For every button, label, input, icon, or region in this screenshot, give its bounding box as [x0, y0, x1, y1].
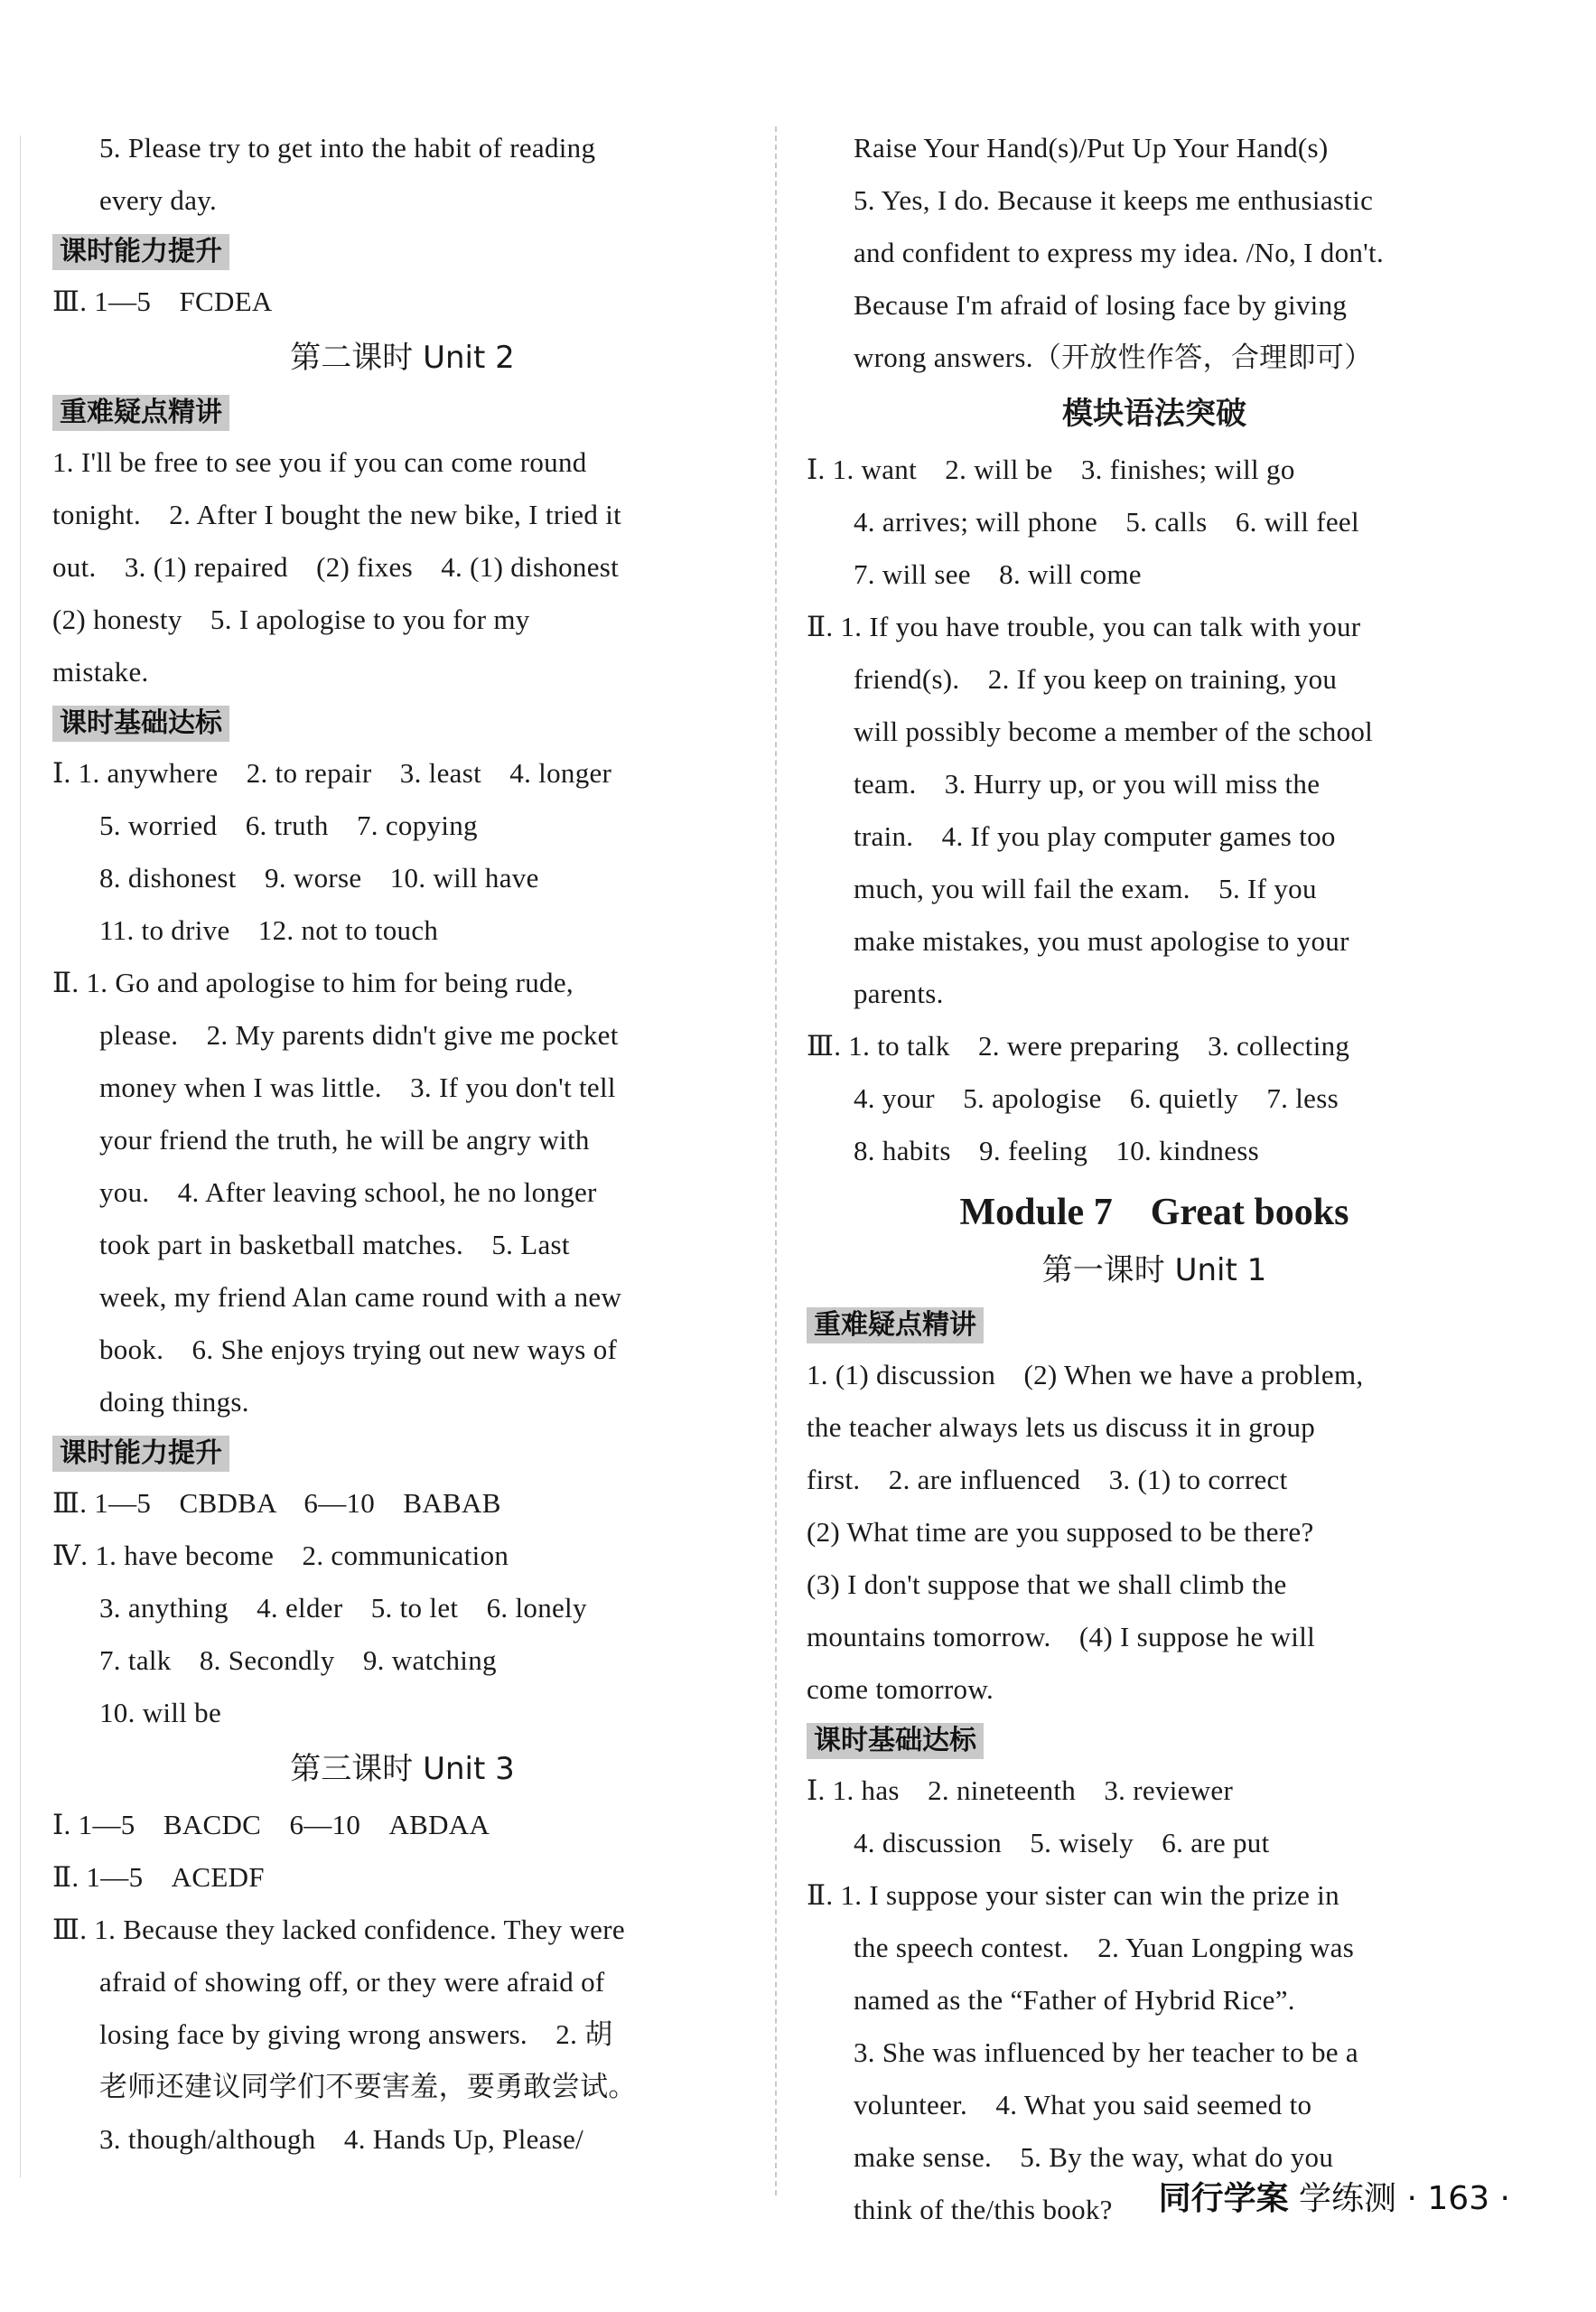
answer-line: the speech contest. 2. Yuan Longping was	[854, 1932, 1355, 1963]
section-tag: 重难疑点精讲	[52, 395, 229, 431]
page-number: · 163 ·	[1406, 2180, 1510, 2217]
answer-line: afraid of showing off, or they were afraid of	[99, 1966, 605, 1998]
footer-brand: 同行学案	[1158, 2180, 1289, 2217]
answer-line: 7. will see 8. will come	[854, 558, 1142, 590]
answer-line: Ⅲ. 1—5 FCDEA	[52, 285, 273, 317]
answer-line: and confident to express my idea. /No, I don't.	[854, 237, 1385, 268]
answer-line: every day.	[99, 184, 218, 216]
answer-line: mistake.	[52, 656, 149, 688]
lesson-heading: 第一课时 Unit 1	[1041, 1252, 1267, 1288]
answer-line: 3. She was influenced by her teacher to be a	[854, 2036, 1358, 2068]
answer-line: parents.	[854, 978, 944, 1009]
answer-line: will possibly become a member of the school	[854, 716, 1374, 747]
answer-line: first. 2. are influenced 3. (1) to correct	[807, 1464, 1288, 1495]
answer-line: Ⅱ. 1—5 ACEDF	[52, 1861, 265, 1893]
answer-line: 8. habits 9. feeling 10. kindness	[854, 1135, 1260, 1166]
lesson-heading: 第三课时 Unit 3	[290, 1751, 515, 1787]
section-tag: 重难疑点精讲	[807, 1307, 984, 1343]
answer-line: your friend the truth, he will be angry with	[99, 1124, 590, 1156]
answer-line: 4. discussion 5. wisely 6. are put	[854, 1827, 1270, 1858]
lesson-heading: 第二课时 Unit 2	[290, 340, 515, 376]
answer-line: 1. (1) discussion (2) When we have a problem,	[807, 1359, 1364, 1390]
footer-series: 学练测	[1299, 2180, 1397, 2217]
section-tag: 课时能力提升	[52, 234, 229, 270]
answer-line: 4. your 5. apologise 6. quietly 7. less	[854, 1082, 1339, 1114]
answer-line: Because I'm afraid of losing face by giving	[854, 289, 1348, 321]
answer-line: doing things.	[99, 1386, 249, 1418]
answer-line: the teacher always lets us discuss it in group	[807, 1411, 1316, 1443]
answer-line: team. 3. Hurry up, or you will miss the	[854, 768, 1321, 800]
page-footer	[1159, 2173, 1510, 2219]
answer-line: Ⅰ. 1. anywhere 2. to repair 3. least 4. longer	[52, 757, 612, 789]
answer-line: Ⅰ. 1. want 2. will be 3. finishes; will go	[807, 454, 1295, 485]
answer-line: come tomorrow.	[807, 1673, 994, 1705]
answer-line: 4. arrives; will phone 5. calls 6. will feel	[854, 506, 1359, 538]
answer-line: Ⅳ. 1. have become 2. communication	[52, 1540, 509, 1571]
answer-line: tonight. 2. After I bought the new bike, I tried it	[52, 499, 622, 530]
module-heading: Module 7 Great books	[959, 1192, 1349, 1233]
answer-line: 3. though/although 4. Hands Up, Please/	[99, 2123, 584, 2155]
answer-line: Ⅱ. 1. Go and apologise to him for being rude,	[52, 967, 574, 998]
answer-line: 10. will be	[99, 1697, 222, 1728]
answer-line: book. 6. She enjoys trying out new ways of	[99, 1334, 618, 1365]
grammar-heading: 模块语法突破	[1062, 396, 1246, 432]
answer-line: (2) What time are you supposed to be there?	[807, 1516, 1314, 1548]
answer-line: Ⅱ. 1. I suppose your sister can win the prize in	[807, 1879, 1339, 1911]
answer-line: Raise Your Hand(s)/Put Up Your Hand(s)	[854, 132, 1329, 164]
answer-line: wrong answers.（开放性作答，合理即可）	[854, 342, 1373, 373]
answer-line: train. 4. If you play computer games too	[854, 820, 1336, 852]
answer-line: 1. I'll be free to see you if you can come round	[52, 446, 587, 478]
answer-line: 5. Yes, I do. Because it keeps me enthusiastic	[854, 184, 1374, 216]
right-column	[807, 122, 1502, 2236]
answer-line: friend(s). 2. If you keep on training, you	[854, 663, 1338, 695]
answer-line: you. 4. After leaving school, he no longer	[99, 1176, 597, 1208]
answer-line: took part in basketball matches. 5. Last	[99, 1229, 570, 1260]
answer-line: please. 2. My parents didn't give me pocket	[99, 1019, 619, 1051]
answer-line: volunteer. 4. What you said seemed to	[854, 2089, 1312, 2120]
answer-line: think of the/this book?	[854, 2194, 1113, 2225]
answer-line: (3) I don't suppose that we shall climb the	[807, 1568, 1287, 1600]
left-column	[52, 122, 752, 2166]
answer-line: Ⅲ. 1. Because they lacked confidence. They were	[52, 1914, 625, 1945]
section-tag: 课时能力提升	[52, 1436, 229, 1472]
answer-line: Ⅲ. 1. to talk 2. were preparing 3. collecting	[807, 1030, 1350, 1062]
answer-line: 11. to drive 12. not to touch	[99, 914, 439, 946]
answer-line: 5. worried 6. truth 7. copying	[99, 810, 478, 841]
page-edge-line	[20, 136, 21, 2177]
answer-line: 7. talk 8. Secondly 9. watching	[99, 1644, 497, 1676]
section-tag: 课时基础达标	[52, 706, 229, 742]
answer-line: out. 3. (1) repaired (2) fixes 4. (1) dishonest	[52, 551, 620, 583]
section-tag: 课时基础达标	[807, 1723, 984, 1759]
answer-line: losing face by giving wrong answers. 2. 胡	[99, 2018, 613, 2050]
answer-line: 8. dishonest 9. worse 10. will have	[99, 862, 539, 894]
column-divider	[775, 126, 777, 2195]
answer-line: 老师还建议同学们不要害羞，要勇敢尝试。	[99, 2071, 637, 2102]
answer-line: make mistakes, you must apologise to your	[854, 925, 1349, 957]
answer-line: named as the “Father of Hybrid Rice”.	[854, 1984, 1295, 2016]
answer-line: Ⅲ. 1—5 CBDBA 6—10 BABAB	[52, 1487, 501, 1519]
answer-line: money when I was little. 3. If you don't tell	[99, 1072, 616, 1103]
answer-line: 3. anything 4. elder 5. to let 6. lonely	[99, 1592, 587, 1624]
answer-line: Ⅱ. 1. If you have trouble, you can talk with your	[807, 611, 1361, 642]
answer-line: make sense. 5. By the way, what do you	[854, 2141, 1334, 2173]
answer-line: (2) honesty 5. I apologise to you for my	[52, 604, 530, 635]
answer-line: much, you will fail the exam. 5. If you	[854, 873, 1317, 904]
answer-line: week, my friend Alan came round with a new	[99, 1281, 622, 1313]
answer-line: Ⅰ. 1. has 2. nineteenth 3. reviewer	[807, 1774, 1234, 1806]
answer-line: 5. Please try to get into the habit of reading	[99, 132, 596, 164]
answer-line: Ⅰ. 1—5 BACDC 6—10 ABDAA	[52, 1809, 490, 1840]
answer-line: mountains tomorrow. (4) I suppose he will	[807, 1621, 1316, 1652]
